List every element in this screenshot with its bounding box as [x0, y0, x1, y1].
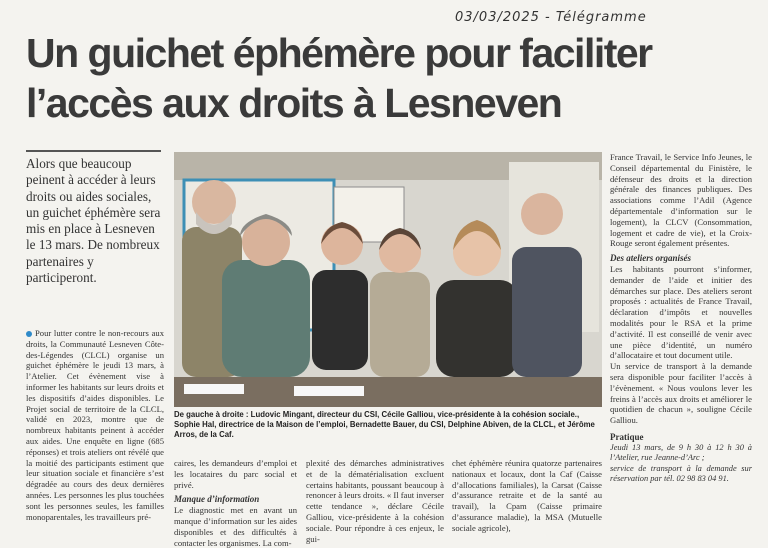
pratique-line-2: service de transport à la demande sur réservation par tél. 02 98 83 04 91.	[610, 463, 752, 483]
photo-caption: De gauche à droite : Ludovic Mingant, directeur du CSI, Cécile Galliou, vice-présidente à la cohésion sociale., Sophie Hal, directrice de la Maison de l’emploi, Bernadette Bauer, du CSI, Delphine Abiven, de la CLCL, et Jérôme Arros, de la Caf.	[174, 410, 595, 439]
chapo: Alors que beaucoup peinent à accéder à leurs droits ou aides sociales, un guichet éphémère sera mis en place à Lesneven le 13 mars. De nombreux partenaires y participeront.	[26, 156, 161, 286]
column-1	[26, 328, 164, 522]
chapo-rule	[26, 150, 161, 152]
column-5	[610, 152, 752, 484]
col5-text-a: France Travail, le Service Info Jeunes, le Conseil départemental du Finistère, le défenseur des droits et la direction générale des finances publiques. Des associations comme l’Adil (Agence départementale d’information sur le logement), la CLCV (Consommation, logement et cadre de vie), et la Croix-Rouge seront également présentes.	[610, 152, 752, 249]
handwritten-date: 03/03/2025 - Télégramme	[455, 10, 647, 25]
column-3	[306, 458, 444, 544]
subhead-ateliers: Des ateliers organisés	[610, 253, 691, 264]
pratique-title: Pratique	[610, 431, 644, 442]
group-photo	[174, 152, 602, 407]
headline-line-2: l’accès aux droits à Lesneven	[26, 80, 562, 126]
pratique-line-1: Jeudi 13 mars, de 9 h 30 à 12 h 30 à l’Atelier, rue Jeanne-d’Arc ;	[610, 442, 752, 463]
col5-text-c: Un service de transport à la demande sera disponible pour faciliter l’accès à l’évènement. « Nous voulons lever les freins à l’accès aux droits et améliorer le quotidien de chacun », souligne Cécile Galliou.	[610, 361, 752, 426]
photo-illustration	[174, 152, 602, 407]
col1-text: Pour lutter contre le non-recours aux droits, la Communauté Lesneven Côte-des-Légendes (CLCL) organise un guichet éphémère le jeudi 13 mars, à l’Atelier. Cet évènement vise à informer les habitants sur leurs droits et les dispositifs d’aides disponibles. Le Projet social de territoire de la CLCL, validé en 2023, montre que de nombreux habitants peinent à accéder aux aides. Une enquête en ligne (685 réponses) et trois ateliers ont révélé que la moitié des participants estiment que leur situation sociale et financière s’est dégradée au cours des deux dernières années. Les personnes les plus touchées sont les personnes seules, les familles monoparentales, les travailleurs pré-	[26, 328, 164, 522]
headline-line-1: Un guichet éphémère pour faciliter	[26, 30, 652, 76]
headline	[26, 28, 756, 128]
column-2	[174, 458, 297, 548]
subhead-manque-information: Manque d’information	[174, 494, 260, 505]
col3-text: plexité des démarches administratives et de la dématérialisation excluent certains habitants, poussant beaucoup à renoncer à leurs droits. « Il faut inverser cette tendance », déclare Cécile Galliou, vice-présidente à la cohésion sociale. Pour répondre à ces enjeux, le gui-	[306, 458, 444, 544]
column-4	[452, 458, 602, 534]
col2-text-a: caires, les demandeurs d’emploi et les locataires du parc social et privé.	[174, 458, 297, 490]
bullet-icon	[26, 331, 32, 337]
col4-text: chet éphémère réunira quatorze partenaires nationaux et locaux, dont la Caf (Caisse d’allocations familiales), la Carsat (Caisse d’assurance retraite et de la santé au travail), la Cpam (Caisse primaire d’assurance maladie), la MSA (Mutuelle sociale agricole),	[452, 458, 602, 533]
col2-text-b: Le diagnostic met en avant un manque d’information sur les aides disponibles et des difficultés à contacter les organismes. La com-	[174, 505, 297, 548]
col5-text-b: Les habitants pourront s’informer, demander de l’aide et initier des démarches sur place. Des ateliers seront proposés : actualités de France Travail, déclaration d’impôts et nouvelles modalités pour le RSA et la prime d’activité. Il est conseillé de venir avec une pièce d’identité, un numéro d’allocataire et tout document utile.	[610, 263, 752, 361]
